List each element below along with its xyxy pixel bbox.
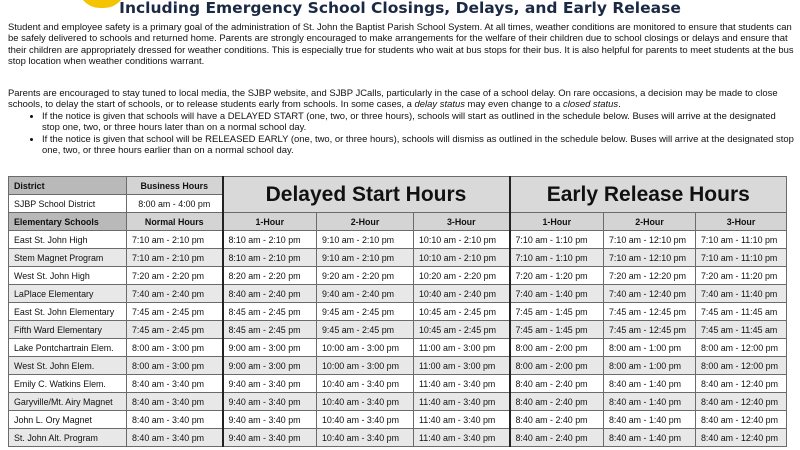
delayed-2-hour: 9:45 am - 2:45 pm (317, 303, 414, 321)
media-text-middle: may even change to a (464, 99, 564, 111)
early-3-hour: 8:40 am - 12:40 pm (696, 411, 787, 429)
normal-hours: 7:20 am - 2:20 pm (127, 267, 223, 285)
media-text-before: Parents are encouraged to stay tuned to local media, the SJBP website, and SJBP JCalls, particularly in the case of a school delay. On rare occasions, a decision may be made to close schools, to delay the start of schools, or to release students early from schools. In some cases, a (8, 88, 778, 111)
early-1-hour: 7:10 am - 1:10 pm (510, 231, 604, 249)
media-text-after: . (618, 99, 621, 111)
delayed-start-notice: • If the notice is given that schools will have a DELAYED START (one, two, or three hours), schools will start as outlined in the schedule below. Buses will arrive at the designated stop one, two, or three hours later than on a normal school day. (42, 111, 794, 134)
delayed-1-hour: 8:10 am - 2:10 pm (223, 249, 317, 267)
early-2-hour: 7:45 am - 12:45 pm (604, 321, 696, 339)
early-2-hour: 8:40 am - 1:40 pm (604, 393, 696, 411)
normal-hours-header: Normal Hours (127, 213, 223, 231)
delayed-1-hour: 8:45 am - 2:45 pm (223, 321, 317, 339)
schools-header: Elementary Schools (9, 213, 127, 231)
table-row (9, 339, 787, 357)
early-1-hour: 8:40 am - 2:40 pm (510, 411, 604, 429)
delayed-2-hour: 10:40 am - 3:40 pm (317, 429, 414, 447)
normal-hours: 8:40 am - 3:40 pm (127, 393, 223, 411)
delayed-2-hour: 10:00 am - 3:00 pm (317, 339, 414, 357)
delayed-3-hour: 11:00 am - 3:00 pm (414, 339, 510, 357)
table-row (9, 393, 787, 411)
delayed-2-hour: 9:10 am - 2:10 pm (317, 231, 414, 249)
district-name: SJBP School District (9, 195, 127, 213)
early-2-hour: 7:10 am - 12:10 pm (604, 231, 696, 249)
early-release-notice: • If the notice is given that school will be RELEASED EARLY (one, two, or three hours), schools will dismiss as outlined in the schedule below. Buses will arrive at the designated stop one, two, or three hours earlier than on a normal school day. (42, 134, 794, 157)
normal-hours: 7:45 am - 2:45 pm (127, 321, 223, 339)
table-row (9, 321, 787, 339)
school-name: LaPlace Elementary (9, 285, 127, 303)
delayed-3-hour: 11:40 am - 3:40 pm (414, 375, 510, 393)
early-1-hour: 7:45 am - 1:45 pm (510, 321, 604, 339)
delayed-2-hour: 10:40 am - 3:40 pm (317, 411, 414, 429)
delayed-2-hour: 9:20 am - 2:20 pm (317, 267, 414, 285)
delayed-3-hour: 11:40 am - 3:40 pm (414, 393, 510, 411)
delayed-2-hour: 9:45 am - 2:45 pm (317, 321, 414, 339)
delayed-1-hour-header: 1-Hour (223, 213, 317, 231)
delayed-1-hour: 9:00 am - 3:00 pm (223, 357, 317, 375)
normal-hours: 8:40 am - 3:40 pm (127, 429, 223, 447)
early-1-hour: 8:00 am - 2:00 pm (510, 357, 604, 375)
business-hours-header: Business Hours (127, 177, 223, 195)
early-1-hour: 8:40 am - 2:40 pm (510, 429, 604, 447)
table-row (9, 429, 787, 447)
delay-status-text: delay status (414, 99, 465, 111)
normal-hours: 7:10 am - 2:10 pm (127, 249, 223, 267)
early-3-hour: 8:40 am - 12:40 pm (696, 429, 787, 447)
early-3-hour: 8:40 am - 12:40 pm (696, 375, 787, 393)
delayed-3-hour: 10:40 am - 2:40 pm (414, 285, 510, 303)
early-3-hour: 7:45 am - 11:45 am (696, 303, 787, 321)
school-name: John L. Ory Magnet (9, 411, 127, 429)
page-title: Including Emergency School Closings, Delays, and Early Release (119, 0, 681, 17)
early-2-hour: 8:40 am - 1:40 pm (604, 375, 696, 393)
early-1-hour: 7:45 am - 1:45 pm (510, 303, 604, 321)
delayed-3-hour: 10:10 am - 2:10 pm (414, 231, 510, 249)
early-1-hour: 7:10 am - 1:10 pm (510, 249, 604, 267)
delayed-3-hour: 10:45 am - 2:45 pm (414, 303, 510, 321)
school-name: St. John Alt. Program (9, 429, 127, 447)
school-name: Emily C. Watkins Elem. (9, 375, 127, 393)
district-header: District (9, 177, 127, 195)
early-2-hour: 7:10 am - 12:10 pm (604, 249, 696, 267)
early-3-hour: 7:20 am - 11:20 pm (696, 267, 787, 285)
table-row (9, 357, 787, 375)
delayed-1-hour: 8:20 am - 2:20 pm (223, 267, 317, 285)
early-2-hour: 8:40 am - 1:40 pm (604, 429, 696, 447)
early-3-hour: 7:10 am - 11:10 pm (696, 249, 787, 267)
delayed-2-hour-header: 2-Hour (317, 213, 414, 231)
delayed-2-hour: 9:40 am - 2:40 pm (317, 285, 414, 303)
early-1-hour: 7:20 am - 1:20 pm (510, 267, 604, 285)
delayed-1-hour: 9:00 am - 3:00 pm (223, 339, 317, 357)
school-name: Stem Magnet Program (9, 249, 127, 267)
early-3-hour: 7:40 am - 11:40 pm (696, 285, 787, 303)
early-1-hour-header: 1-Hour (510, 213, 604, 231)
early-2-hour: 7:20 am - 12:20 pm (604, 267, 696, 285)
table-row (9, 375, 787, 393)
normal-hours: 7:10 am - 2:10 pm (127, 231, 223, 249)
school-name: West St. John High (9, 267, 127, 285)
normal-hours: 8:40 am - 3:40 pm (127, 375, 223, 393)
school-name: East St. John Elementary (9, 303, 127, 321)
delayed-1-hour: 9:40 am - 3:40 pm (223, 393, 317, 411)
school-name: East St. John High (9, 231, 127, 249)
early-3-hour: 8:00 am - 12:00 pm (696, 339, 787, 357)
normal-hours: 8:00 am - 3:00 pm (127, 357, 223, 375)
delayed-2-hour: 10:40 am - 3:40 pm (317, 375, 414, 393)
table-row (9, 267, 787, 285)
district-hours: 8:00 am - 4:00 pm (127, 195, 223, 213)
table-row (9, 231, 787, 249)
school-name: Lake Pontchartrain Elem. (9, 339, 127, 357)
school-name: Fifth Ward Elementary (9, 321, 127, 339)
early-2-hour: 8:40 am - 1:40 pm (604, 411, 696, 429)
early-release-title: Early Release Hours (510, 177, 787, 213)
normal-hours: 7:45 am - 2:45 pm (127, 303, 223, 321)
early-2-hour: 7:40 am - 12:40 pm (604, 285, 696, 303)
early-2-hour-header: 2-Hour (604, 213, 696, 231)
school-name: Garyville/Mt. Airy Magnet (9, 393, 127, 411)
normal-hours: 7:40 am - 2:40 pm (127, 285, 223, 303)
delayed-1-hour: 9:40 am - 3:40 pm (223, 411, 317, 429)
delayed-start-title: Delayed Start Hours (223, 177, 510, 213)
early-1-hour: 7:40 am - 1:40 pm (510, 285, 604, 303)
schedule-table (8, 176, 787, 447)
delayed-2-hour: 10:40 am - 3:40 pm (317, 393, 414, 411)
delayed-1-hour: 8:40 am - 2:40 pm (223, 285, 317, 303)
school-name: West St. John Elem. (9, 357, 127, 375)
delayed-3-hour: 10:20 am - 2:20 pm (414, 267, 510, 285)
early-3-hour: 8:00 am - 12:00 pm (696, 357, 787, 375)
early-1-hour: 8:40 am - 2:40 pm (510, 375, 604, 393)
delayed-3-hour: 11:40 am - 3:40 pm (414, 429, 510, 447)
early-3-hour-header: 3-Hour (696, 213, 787, 231)
table-row (9, 411, 787, 429)
delayed-3-hour: 10:45 am - 2:45 pm (414, 321, 510, 339)
early-1-hour: 8:40 am - 2:40 pm (510, 393, 604, 411)
delayed-2-hour: 10:00 am - 3:00 pm (317, 357, 414, 375)
delayed-1-hour: 9:40 am - 3:40 pm (223, 429, 317, 447)
delayed-1-hour: 8:45 am - 2:45 pm (223, 303, 317, 321)
intro-paragraph: Student and employee safety is a primary goal of the administration of St. John the Baptist Parish School System. At all times, weather conditions are monitored to ensure that students can be safely delivered to schools and returned home. Parents are strongly encouraged to make arrangements for the welfare of their children due to school closings or delays and ensure that their children are appropriately dressed for weather conditions. This is especially true for students who wait at bus stops for their bus. It is also helpful for parents to meet students at the bus stop location when weather conditions warrant. (8, 22, 794, 68)
table-row (9, 285, 787, 303)
table-row (9, 249, 787, 267)
delayed-2-hour: 9:10 am - 2:10 pm (317, 249, 414, 267)
delayed-3-hour: 11:40 am - 3:40 pm (414, 411, 510, 429)
delayed-3-hour: 10:10 am - 2:10 pm (414, 249, 510, 267)
delayed-3-hour: 11:00 am - 3:00 pm (414, 357, 510, 375)
normal-hours: 8:00 am - 3:00 pm (127, 339, 223, 357)
early-3-hour: 8:40 am - 12:40 pm (696, 393, 787, 411)
delayed-1-hour: 9:40 am - 3:40 pm (223, 375, 317, 393)
early-2-hour: 7:45 am - 12:45 pm (604, 303, 696, 321)
early-3-hour: 7:10 am - 11:10 pm (696, 231, 787, 249)
normal-hours: 8:40 am - 3:40 pm (127, 411, 223, 429)
media-paragraph (8, 88, 794, 156)
early-1-hour: 8:00 am - 2:00 pm (510, 339, 604, 357)
delayed-1-hour: 8:10 am - 2:10 pm (223, 231, 317, 249)
closed-status-text: closed status (563, 99, 619, 111)
early-3-hour: 7:45 am - 11:45 am (696, 321, 787, 339)
early-2-hour: 8:00 am - 1:00 pm (604, 357, 696, 375)
early-2-hour: 8:00 am - 1:00 pm (604, 339, 696, 357)
table-row (9, 303, 787, 321)
delayed-3-hour-header: 3-Hour (414, 213, 510, 231)
notice-list (8, 111, 794, 157)
